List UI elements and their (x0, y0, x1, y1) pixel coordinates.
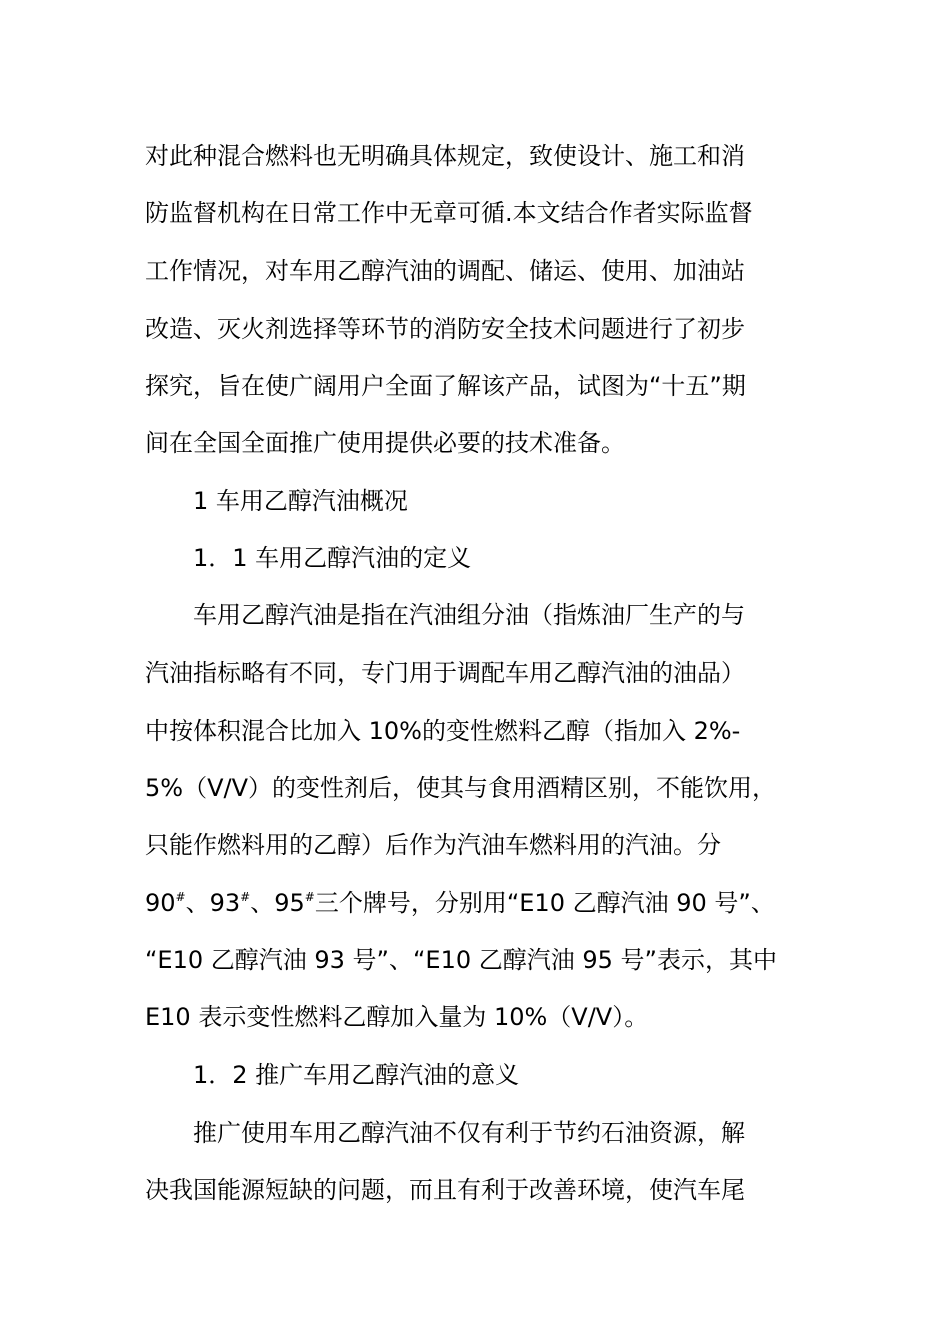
body-text-line: 汽油指标略有不同，专门用于调配车用乙醇汽油的油品） (145, 659, 745, 687)
body-text-line: 对此种混合燃料也无明确具体规定，致使设计、施工和消 (145, 142, 745, 170)
separator: 、 (185, 889, 210, 917)
body-text-line: 工作情况，对车用乙醇汽油的调配、储运、使用、加油站 (145, 257, 745, 285)
subsection-heading: 1．1 车用乙醇汽油的定义 (193, 544, 472, 572)
separator: 、 (250, 889, 275, 917)
body-text-line: 5%（V/V）的变性剂后，使其与食用酒精区别，不能饮用， (145, 774, 776, 802)
body-text-line: 中按体积混合比加入 10%的变性燃料乙醇（指加入 2%- (145, 717, 741, 745)
grades-line (145, 888, 775, 918)
subsection-heading: 1．2 推广车用乙醇汽油的意义 (193, 1061, 520, 1089)
grade-mark: # (240, 890, 251, 904)
body-text-line: 决我国能源短缺的问题，而且有利于改善环境，使汽车尾 (145, 1176, 745, 1204)
grade-mark: # (175, 890, 186, 904)
grade-95: 95 (274, 889, 305, 917)
grade-93: 93 (209, 889, 241, 917)
grade-mark: # (304, 890, 315, 904)
section-heading: 1 车用乙醇汽油概况 (193, 487, 408, 515)
body-text-line: 防监督机构在日常工作中无章可循.本文结合作者实际监督 (145, 199, 753, 227)
body-text-line: 探究，旨在使广阔用户全面了解该产品，试图为“十五”期 (145, 372, 746, 400)
body-text-line: 推广使用车用乙醇汽油不仅有利于节约石油资源，解 (193, 1119, 745, 1147)
body-text-line: 间在全国全面推广使用提供必要的技术准备。 (145, 429, 625, 457)
body-text-line: “E10 乙醇汽油 93 号”、“E10 乙醇汽油 95 号”表示，其中 (145, 946, 777, 974)
body-text-line: 车用乙醇汽油是指在汽油组分油（指炼油厂生产的与 (193, 601, 745, 629)
body-text-line: 改造、灭火剂选择等环节的消防安全技术问题进行了初步 (145, 315, 745, 343)
body-text-line: E10 表示变性燃料乙醇加入量为 10%（V/V）。 (145, 1003, 649, 1031)
grade-90: 90 (145, 889, 176, 917)
grades-rest: 三个牌号，分别用“E10 乙醇汽油 90 号”、 (314, 889, 775, 917)
body-text-line: 只能作燃料用的乙醇）后作为汽油车燃料用的汽油。分 (145, 831, 721, 859)
